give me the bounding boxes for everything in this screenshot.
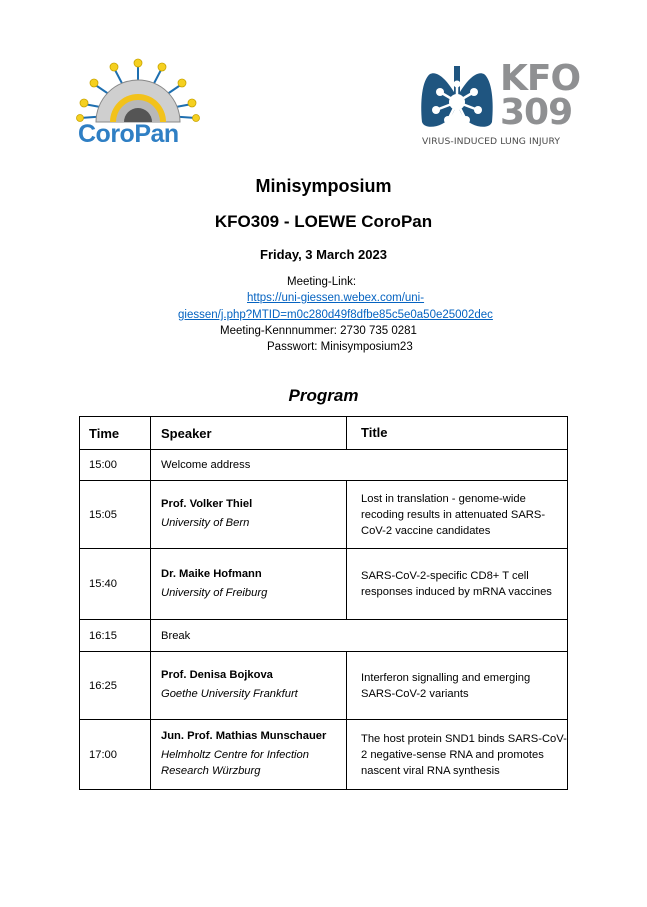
kfo-wordmark: KFO 309: [500, 58, 581, 133]
kfo309-logo: [420, 58, 582, 152]
coropan-wordmark: CoroPan: [78, 120, 179, 148]
meeting-password: Passwort: Minisymposium23: [267, 341, 413, 353]
table-row: [80, 652, 568, 720]
meeting-link-label: Meeting-Link:: [287, 276, 357, 288]
event-date: Friday, 3 March 2023: [260, 247, 387, 262]
talk-title: Lost in translation - genome-wide recoding results in attenuated SARS-CoV-2 vaccine candidates: [347, 481, 568, 549]
speaker-cell: [151, 481, 347, 549]
row-time: 17:00: [80, 720, 151, 790]
kfo-subtitle: VIRUS-INDUCED LUNG INJURY: [422, 136, 561, 147]
header-speaker: Speaker: [151, 417, 347, 450]
table-row: [80, 620, 568, 652]
header-title: Title: [347, 417, 568, 450]
speaker-affiliation: University of Bern: [161, 517, 250, 529]
row-time: 16:15: [80, 620, 151, 652]
table-header-row: [80, 417, 568, 450]
meeting-number: Meeting-Kennnummer: 2730 735 0281: [220, 325, 417, 337]
virus-icon: [76, 56, 200, 126]
talk-title: SARS-CoV-2-specific CD8+ T cell responses induced by mRNA vaccines: [347, 549, 568, 620]
row-span-text: Break: [151, 620, 568, 652]
speaker-cell: [151, 549, 347, 620]
talk-title: The host protein SND1 binds SARS-CoV-2 negative-sense RNA and promotes nascent viral RNA synthesis: [347, 720, 568, 790]
speaker-name: Prof. Denisa Bojkova: [161, 669, 273, 681]
speaker-name: Prof. Volker Thiel: [161, 498, 253, 510]
meeting-link-line2[interactable]: giessen/j.php?MTID=m0c280d49f8dfbe85c5e0a50e25002dec: [178, 309, 493, 321]
table-row: [80, 720, 568, 790]
speaker-name: Dr. Maike Hofmann: [161, 567, 262, 580]
meeting-link-line1[interactable]: https://uni-giessen.webex.com/uni-: [247, 292, 425, 304]
speaker-cell: [151, 652, 347, 720]
row-span-text: Welcome address: [151, 450, 568, 481]
table-row: [80, 549, 568, 620]
speaker-affiliation: Helmholtz Centre for Infection Research Würzburg: [161, 749, 309, 777]
coropan-logo: [76, 56, 200, 156]
lung-icon: [420, 62, 494, 130]
row-time: 15:00: [80, 450, 151, 481]
event-subtitle: KFO309 - LOEWE CoroPan: [214, 212, 433, 231]
row-time: 16:25: [80, 652, 151, 720]
page-title: Minisymposium: [255, 176, 392, 196]
program-heading: Program: [288, 386, 359, 405]
table-row: [80, 450, 568, 481]
speaker-name: Jun. Prof. Mathias Munschauer: [161, 730, 327, 742]
table-row: [80, 481, 568, 549]
row-time: 15:40: [80, 549, 151, 620]
program-table: [79, 416, 568, 790]
row-time: 15:05: [80, 481, 151, 549]
speaker-affiliation: Goethe University Frankfurt: [161, 688, 298, 700]
speaker-affiliation: University of Freiburg: [161, 586, 268, 599]
speaker-cell: [151, 720, 347, 790]
header-time: Time: [80, 417, 151, 450]
talk-title: Interferon signalling and emerging SARS-CoV-2 variants: [347, 652, 568, 720]
